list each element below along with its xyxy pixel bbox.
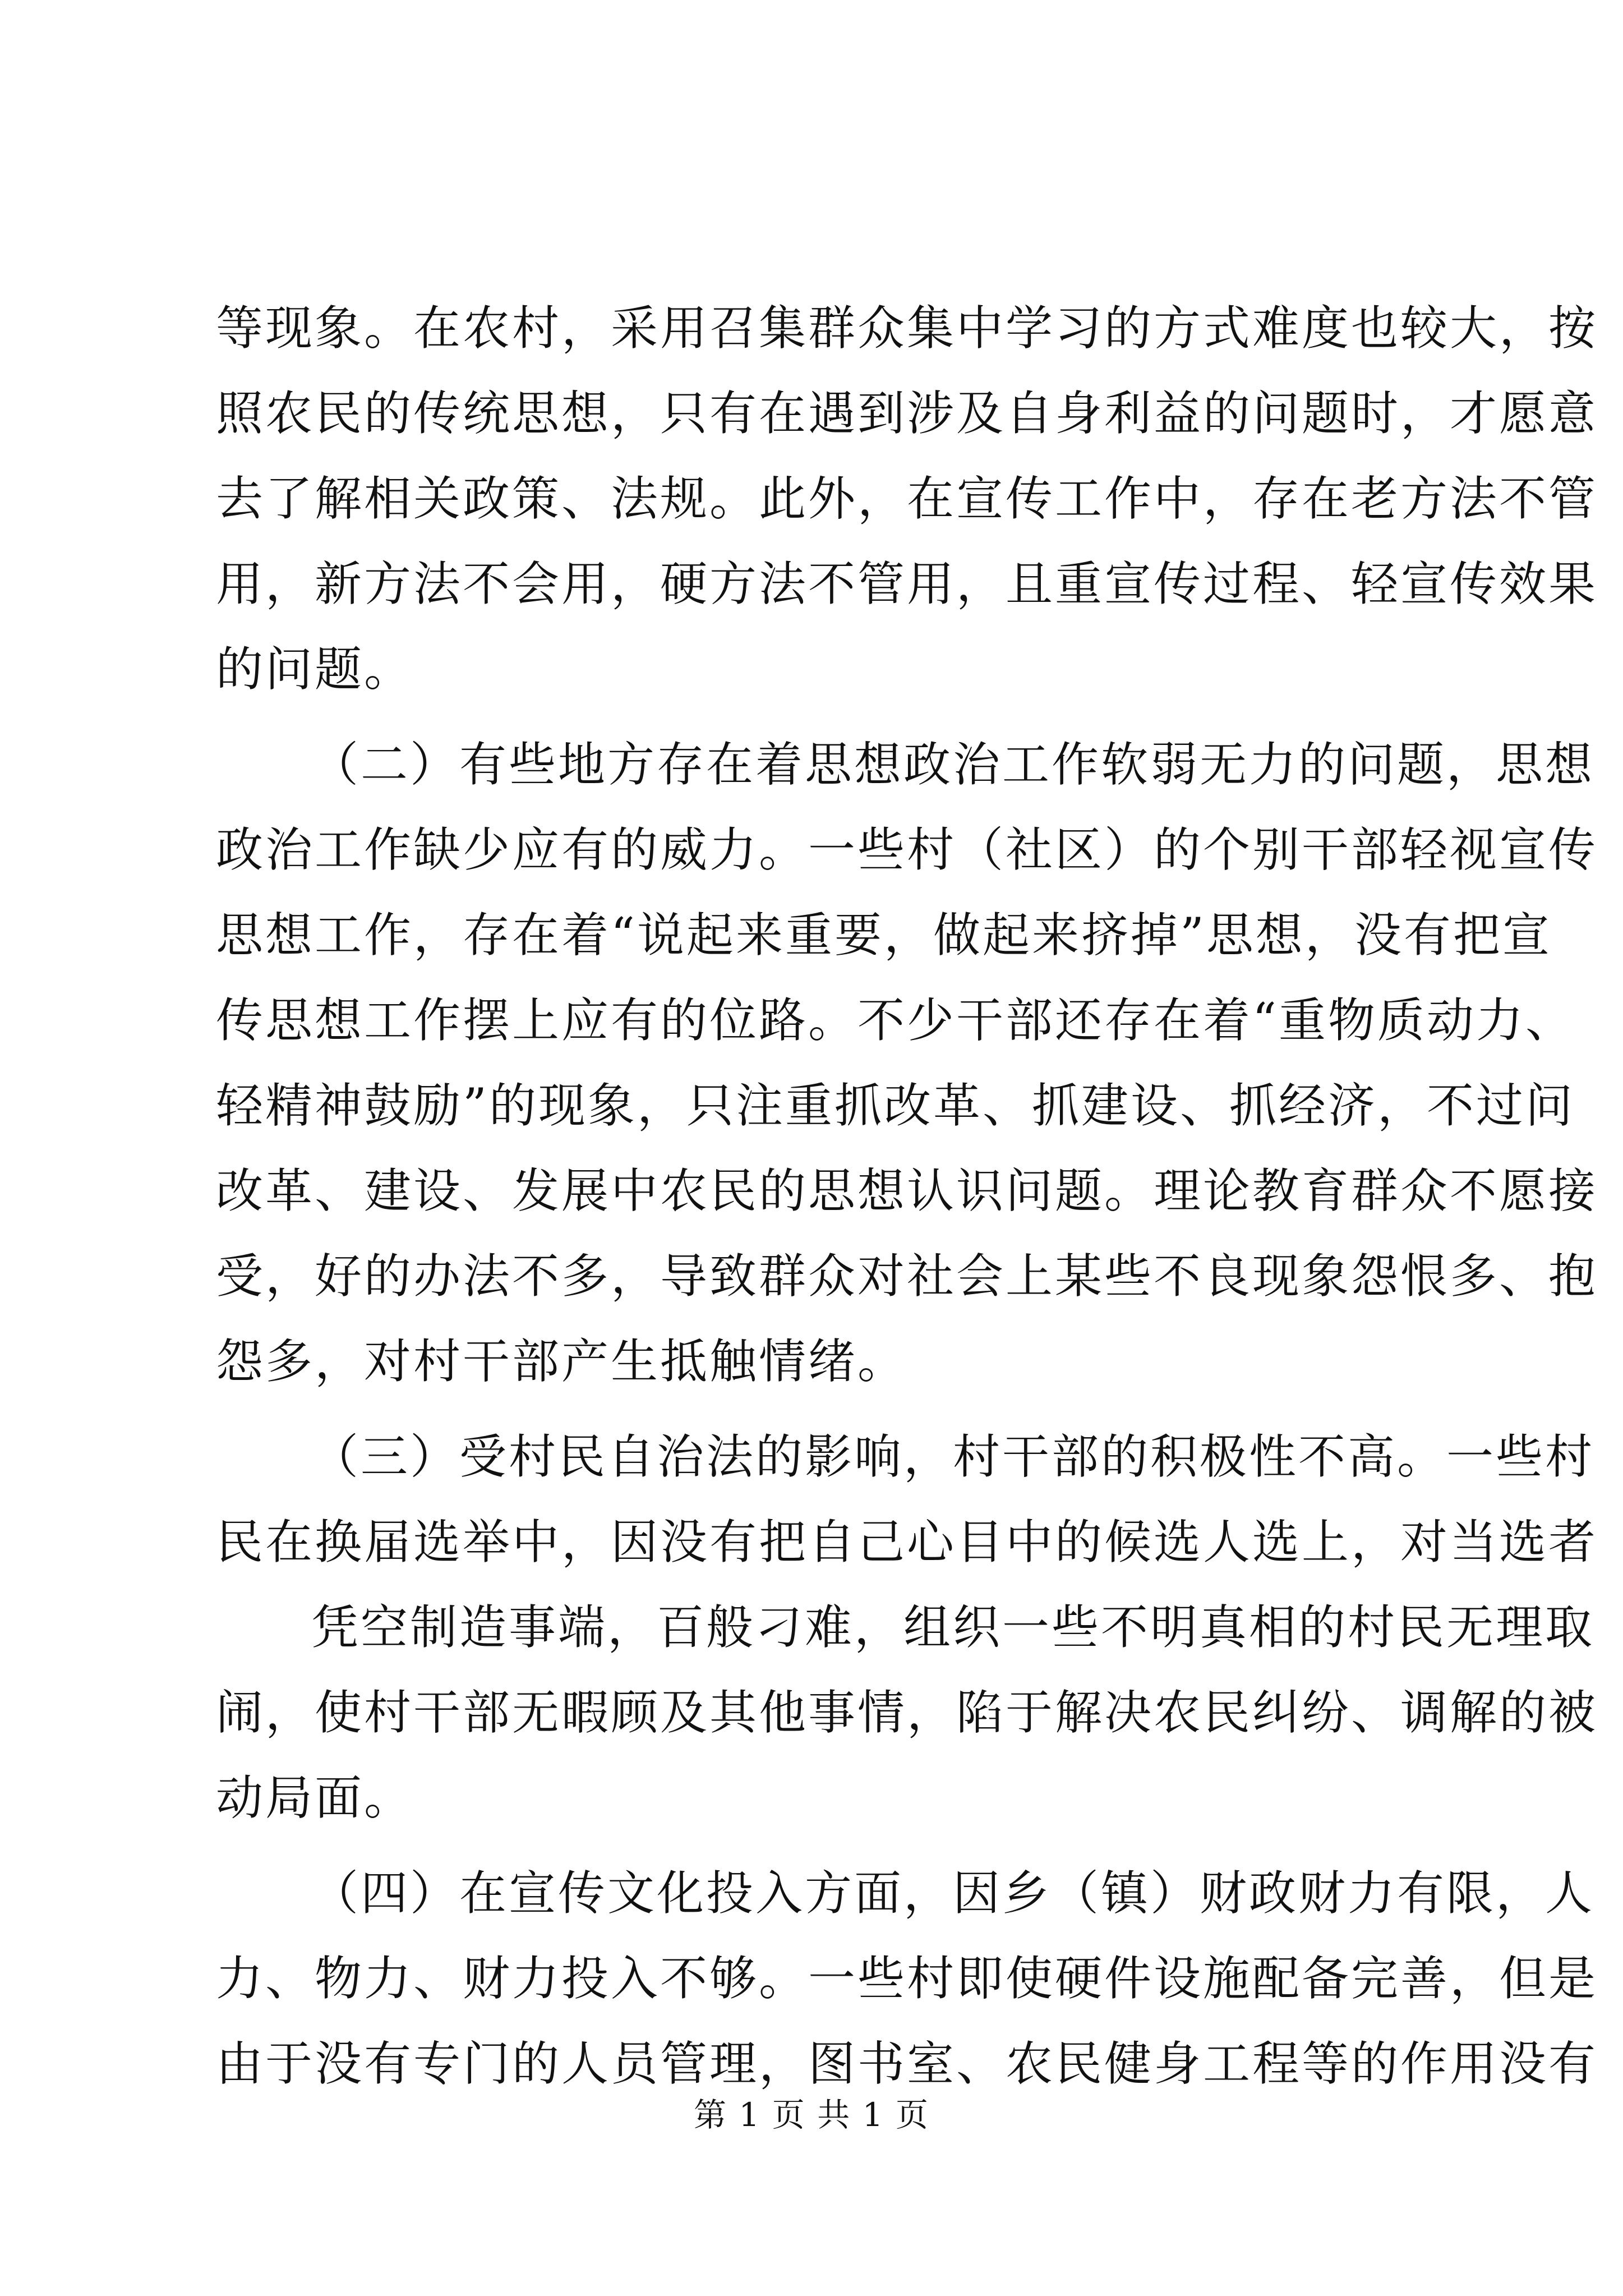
page-number-footer: 第 1 页 共 1 页 bbox=[694, 2096, 929, 2134]
document-line-13: 怨多，对村干部产生抵触情绪。 bbox=[216, 1334, 907, 1389]
document-line-2: 照农民的传统思想，只有在遇到涉及自身利益的问题时，才愿意 bbox=[216, 386, 1598, 441]
document-line-9: 传思想工作摆上应有的位路。不少干部还存在着“重物质动力、 bbox=[216, 993, 1575, 1048]
document-line-4: 用，新方法不会用，硬方法不管用，且重宣传过程、轻宣传效果 bbox=[216, 556, 1598, 611]
document-line-17: 闹，使村干部无暇顾及其他事情，陷于解决农民纠纷、调解的被 bbox=[216, 1685, 1598, 1740]
document-line-20: 力、物力、财力投入不够。一些村即使硬件设施配备完善，但是 bbox=[216, 1951, 1598, 2006]
document-line-7: 政治工作缺少应有的威力。一些村（社区）的个别干部轻视宣传 bbox=[216, 822, 1598, 877]
document-line-5: 的问题。 bbox=[216, 642, 414, 697]
document-line-10: 轻精神鼓励”的现象，只注重抓改革、抓建设、抓经济，不过问 bbox=[216, 1078, 1575, 1133]
document-line-6: （二）有些地方存在着思想政治工作软弱无力的问题，思想 bbox=[311, 737, 1595, 792]
document-line-11: 改革、建设、发展中农民的思想认识问题。理论教育群众不愿接 bbox=[216, 1163, 1598, 1218]
document-line-21: 由于没有专门的人员管理，图书室、农民健身工程等的作用没有 bbox=[216, 2036, 1598, 2091]
document-line-12: 受，好的办法不多，导致群众对社会上某些不良现象怨恨多、抱 bbox=[216, 1249, 1598, 1304]
document-line-8: 思想工作，存在着“说起来重要，做起来挤掉”思想，没有把宣 bbox=[216, 908, 1552, 963]
document-line-14: （三）受村民自治法的影响，村干部的积极性不高。一些村 bbox=[311, 1429, 1595, 1484]
document-line-16: 凭空制造事端，百般刁难，组织一些不明真相的村民无理取 bbox=[311, 1600, 1595, 1655]
document-line-1: 等现象。在农村，采用召集群众集中学习的方式难度也较大，按 bbox=[216, 301, 1598, 356]
document-line-18: 动局面。 bbox=[216, 1770, 414, 1825]
document-line-19: （四）在宣传文化投入方面，因乡（镇）财政财力有限，人 bbox=[311, 1866, 1595, 1921]
document-line-15: 民在换届选举中，因没有把自己心目中的候选人选上，对当选者 bbox=[216, 1515, 1598, 1570]
document-line-3: 去了解相关政策、法规。此外，在宣传工作中，存在老方法不管 bbox=[216, 471, 1598, 526]
